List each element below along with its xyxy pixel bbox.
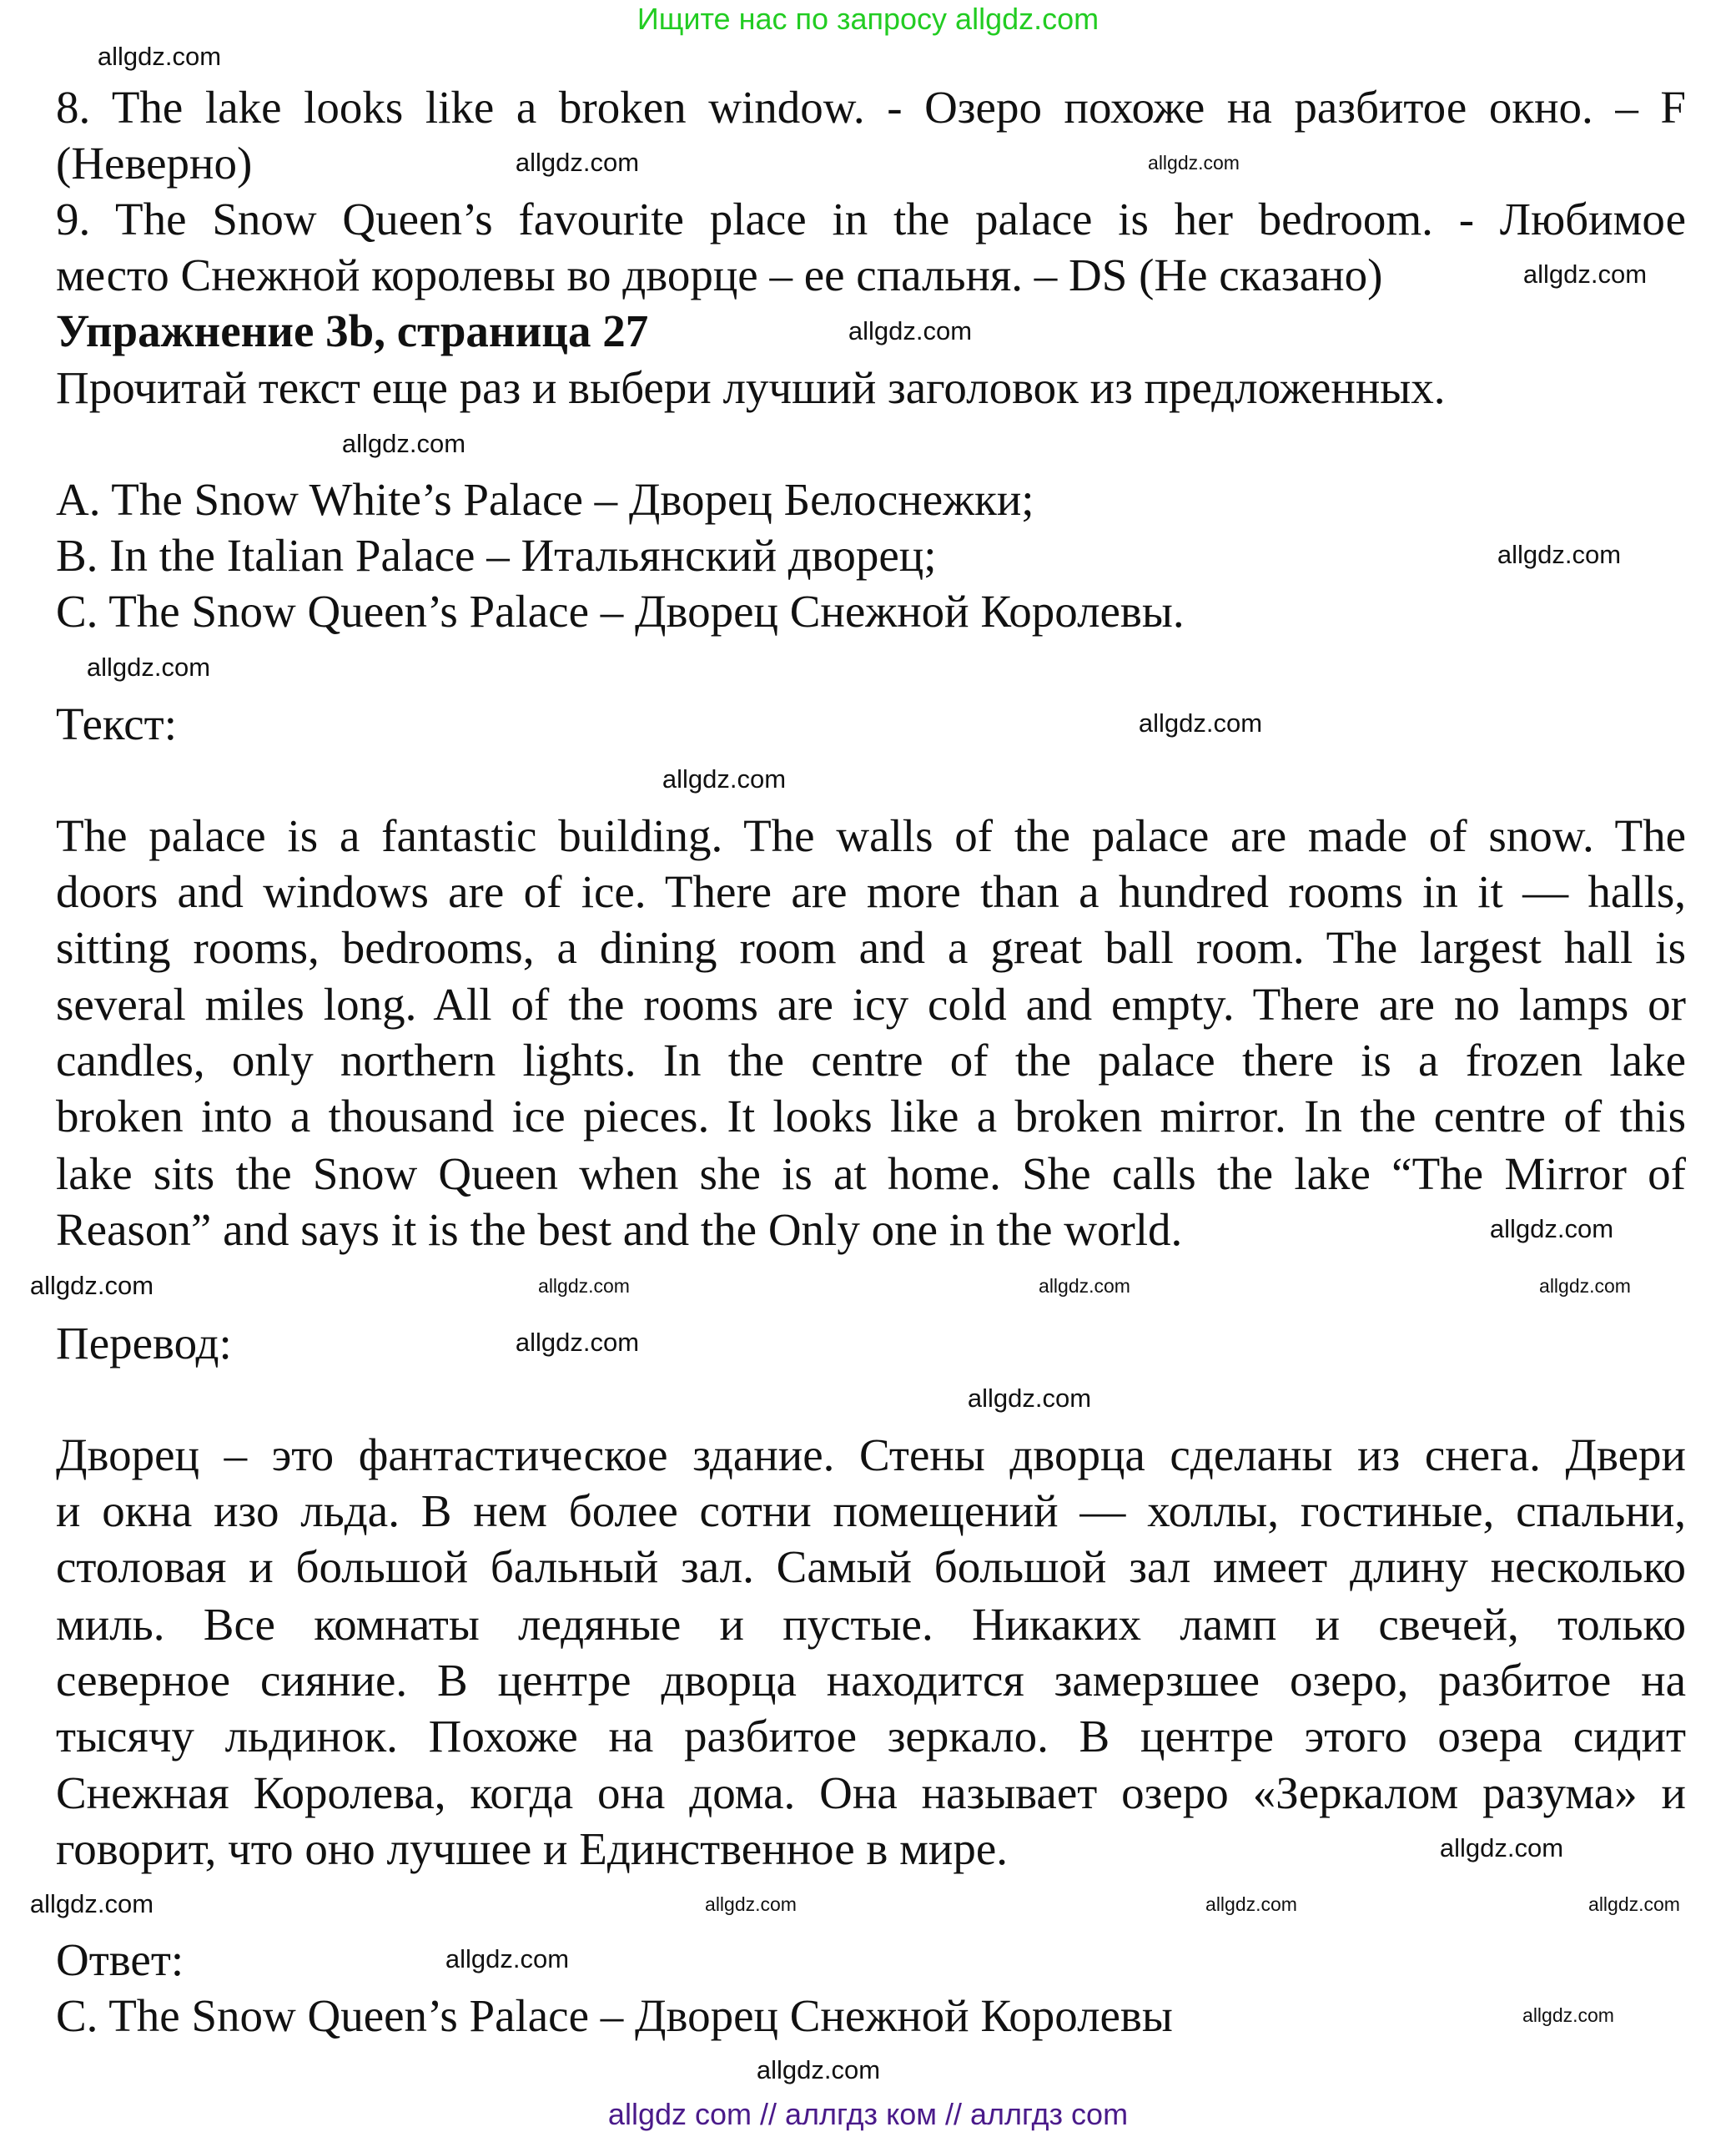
text-line: broken into a thousand ice pieces. It looks like a broken mirror. In the centre of this — [56, 1091, 1686, 1142]
watermark: allgdz.com — [756, 2055, 881, 2084]
answer-text: C. The Snow Queen’s Palace – Дворец Снежной Королевы — [56, 1990, 1173, 2041]
text-line: sitting rooms, bedrooms, a dining room and a great ball room. The largest hall is — [56, 922, 1686, 973]
watermark: allgdz.com — [538, 1275, 630, 1297]
translation-label: Перевод: — [56, 1318, 232, 1368]
watermark: allgdz.com — [1489, 1214, 1614, 1243]
footer-links[interactable]: allgdz com // аллгдз ком // аллгдз com — [607, 2097, 1129, 2131]
watermark: allgdz.com — [1039, 1275, 1130, 1297]
watermark: allgdz.com — [29, 1271, 154, 1300]
answer-label: Ответ: — [56, 1934, 184, 1985]
translation-line: миль. Все комнаты ледяные и пустые. Никаких ламп и свечей, только — [56, 1599, 1686, 1650]
watermark: allgdz.com — [848, 316, 973, 345]
translation-line: и окна изо льда. В нем более сотни помещений — холлы, гостиные, спальни, — [56, 1485, 1686, 1536]
translation-line: тысячу льдинок. Похоже на разбитое зеркало. В центре этого озера сидит — [56, 1711, 1686, 1762]
watermark: allgdz.com — [1205, 1893, 1297, 1915]
watermark: allgdz.com — [515, 148, 640, 177]
text-label: Текст: — [56, 698, 177, 749]
exercise-title: Упражнение 3b, страница 27 — [56, 305, 649, 356]
statement-9-line-2: место Снежной королевы во дворце – ее спальня. – DS (Не сказано) — [56, 249, 1383, 300]
watermark: allgdz.com — [1497, 540, 1622, 569]
statement-9-line-1: 9. The Snow Queen’s favourite place in the palace is her bedroom. - Любимое — [56, 194, 1686, 244]
translation-line: Дворец – это фантастическое здание. Стены дворца сделаны из снега. Двери — [56, 1429, 1686, 1480]
watermark: allgdz.com — [705, 1893, 797, 1915]
watermark: allgdz.com — [1439, 1833, 1564, 1862]
watermark: allgdz.com — [1522, 260, 1648, 289]
watermark: allgdz.com — [86, 653, 211, 682]
option-c: C. The Snow Queen’s Palace – Дворец Снежной Королевы. — [56, 586, 1185, 637]
watermark: allgdz.com — [1522, 2004, 1614, 2026]
watermark: allgdz.com — [1539, 1275, 1631, 1297]
option-b: B. In the Italian Palace – Итальянский дворец; — [56, 530, 937, 581]
watermark: allgdz.com — [1138, 708, 1263, 738]
watermark: allgdz.com — [515, 1328, 640, 1357]
statement-8-line-1: 8. The lake looks like a broken window. - Озеро похоже на разбитое окно. – F — [56, 82, 1686, 133]
watermark: allgdz.com — [1588, 1893, 1680, 1915]
translation-line: северное сияние. В центре дворца находится замерзшее озеро, разбитое на — [56, 1655, 1686, 1706]
watermark: allgdz.com — [662, 764, 787, 794]
option-a: A. The Snow White’s Palace – Дворец Белоснежки; — [56, 474, 1034, 525]
watermark: allgdz.com — [967, 1384, 1092, 1413]
translation-line: Снежная Королева, когда она дома. Она называет озеро «Зеркалом разума» и — [56, 1767, 1686, 1818]
watermark: allgdz.com — [29, 1889, 154, 1918]
text-line: Reason” and says it is the best and the Only one in the world. — [56, 1204, 1183, 1255]
text-line: candles, only northern lights. In the centre of the palace there is a frozen lake — [56, 1035, 1686, 1086]
translation-line: говорит, что оно лучшее и Единственное в мире. — [56, 1823, 1009, 1874]
text-line: The palace is a fantastic building. The walls of the palace are made of snow. The — [56, 810, 1686, 861]
watermark: allgdz.com — [341, 429, 466, 458]
translation-line: столовая и большой бальный зал. Самый большой зал имеет длину несколько — [56, 1541, 1686, 1592]
exercise-instruction: Прочитай текст еще раз и выбери лучший заголовок из предложенных. — [56, 362, 1446, 413]
statement-8-line-2: (Неверно) — [56, 138, 253, 189]
text-line: several miles long. All of the rooms are icy cold and empty. There are no lamps or — [56, 979, 1686, 1030]
watermark: allgdz.com — [1148, 152, 1240, 174]
watermark: allgdz.com — [97, 42, 222, 71]
watermark: allgdz.com — [445, 1944, 570, 1973]
text-line: doors and windows are of ice. There are more than a hundred rooms in it — halls, — [56, 866, 1686, 917]
search-banner: Ищите нас по запросу allgdz.com — [637, 2, 1099, 36]
text-line: lake sits the Snow Queen when she is at home. She calls the lake “The Mirror of — [56, 1148, 1686, 1199]
